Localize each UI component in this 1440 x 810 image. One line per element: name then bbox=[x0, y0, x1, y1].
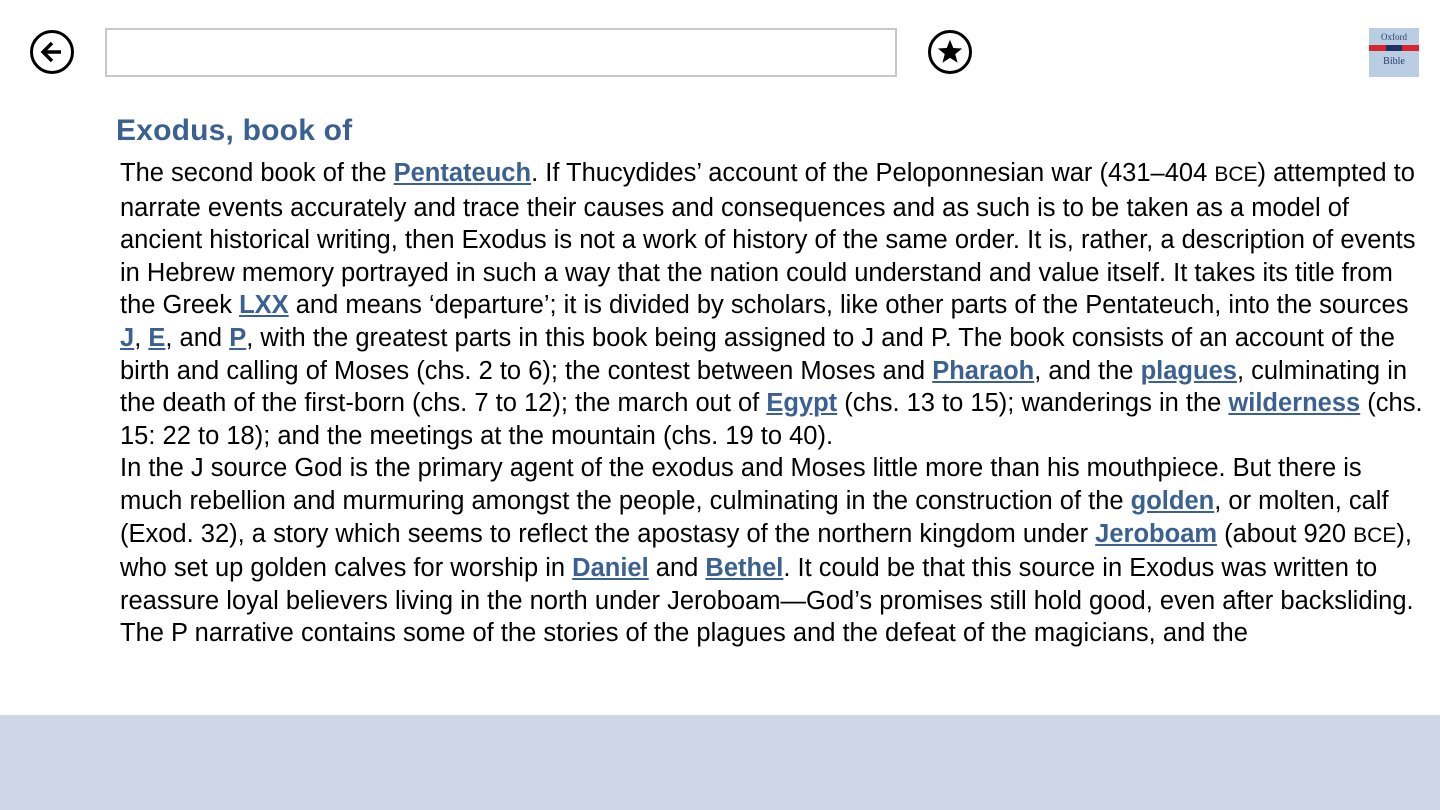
link-wilderness[interactable]: wilderness bbox=[1228, 389, 1361, 418]
search-input[interactable] bbox=[105, 28, 897, 77]
oxford-bible-logo[interactable] bbox=[1369, 28, 1419, 77]
app-bar[interactable] bbox=[0, 715, 1440, 810]
link-bethel[interactable]: Bethel bbox=[705, 554, 784, 583]
paragraph-1 bbox=[120, 157, 1425, 452]
text: , with the greatest parts in this book being assigned to J and P. The book consists of an account of the birth and calling of Moses (chs. 2 to 6); the contest between Moses and bbox=[120, 323, 1395, 385]
logo-stripe bbox=[1369, 45, 1419, 51]
entry-title: Exodus, book of bbox=[116, 114, 353, 147]
text: . If Thucydides’ account of the Peloponnesian war (431–404 bbox=[531, 159, 1215, 187]
link-lxx[interactable]: LXX bbox=[239, 291, 289, 320]
link-daniel[interactable]: Daniel bbox=[572, 554, 649, 583]
text: ), who set up golden calves for worship in bbox=[120, 519, 1412, 583]
paragraph-3 bbox=[120, 617, 1425, 650]
favorite-button[interactable] bbox=[928, 30, 972, 74]
text: ) attempted to narrate events accurately and trace their causes and consequences and as such is to be taken as a model of ancient historical writing, then Exodus is not a work of history of the same order. It is, rather, a description of events in Hebrew memory portrayed in such a way that the nation could understand and value itself. It takes its title from the Greek bbox=[120, 159, 1416, 320]
link-j[interactable]: J bbox=[120, 323, 135, 352]
link-jeroboam[interactable]: Jeroboam bbox=[1095, 519, 1218, 548]
text: In the J source God is the primary agent of the exodus and Moses little more than his mouthpiece. But there is much rebellion and murmuring amongst the people, culminating in the construction of the bbox=[120, 454, 1362, 515]
text: and bbox=[648, 554, 706, 583]
text: The P narrative contains some of the stories of the plagues and the defeat of the magicians, and the bbox=[120, 619, 1248, 648]
text: , or molten, calf (Exod. 32), a story which seems to reflect the apostasy of the northern kingdom under bbox=[120, 486, 1389, 548]
era-abbrev: BCE bbox=[1214, 163, 1258, 186]
link-pentateuch[interactable]: Pentateuch bbox=[393, 159, 532, 187]
text: (chs. 13 to 15); wanderings in the bbox=[837, 389, 1229, 418]
link-p[interactable]: P bbox=[229, 323, 247, 352]
back-button[interactable] bbox=[30, 30, 74, 74]
text: . It could be that this source in Exodus was written to reassure loyal believers living in the north under Jeroboam—God’s promises still hold good, even after backsliding. bbox=[120, 554, 1414, 615]
text: , bbox=[134, 323, 149, 352]
text: (about 920 bbox=[1217, 519, 1354, 548]
star-icon bbox=[936, 38, 964, 66]
era-abbrev: BCE bbox=[1353, 523, 1397, 547]
link-egypt[interactable]: Egypt bbox=[766, 389, 838, 418]
link-plagues[interactable]: plagues bbox=[1140, 356, 1237, 385]
text: , and bbox=[165, 323, 230, 352]
link-pharaoh[interactable]: Pharaoh bbox=[932, 356, 1035, 385]
link-golden[interactable]: golden bbox=[1130, 486, 1215, 515]
text: (chs. 15: 22 to 18); and the meetings at the mountain (chs. 19 to 40). bbox=[120, 389, 1423, 450]
logo-line-2: Bible bbox=[1383, 56, 1405, 67]
text: and means ‘departure’; it is divided by scholars, like other parts of the Pentateuch, into the sources bbox=[288, 291, 1409, 320]
link-e[interactable]: E bbox=[148, 323, 166, 352]
text: The second book of the bbox=[120, 159, 394, 187]
paragraph-2 bbox=[120, 452, 1425, 617]
text: , and the bbox=[1034, 356, 1141, 385]
logo-line-1: Oxford bbox=[1381, 32, 1407, 42]
text: , culminating in the death of the first-born (chs. 7 to 12); the march out of bbox=[120, 356, 1408, 418]
entry-body bbox=[120, 157, 1425, 650]
back-arrow-icon bbox=[39, 39, 65, 65]
